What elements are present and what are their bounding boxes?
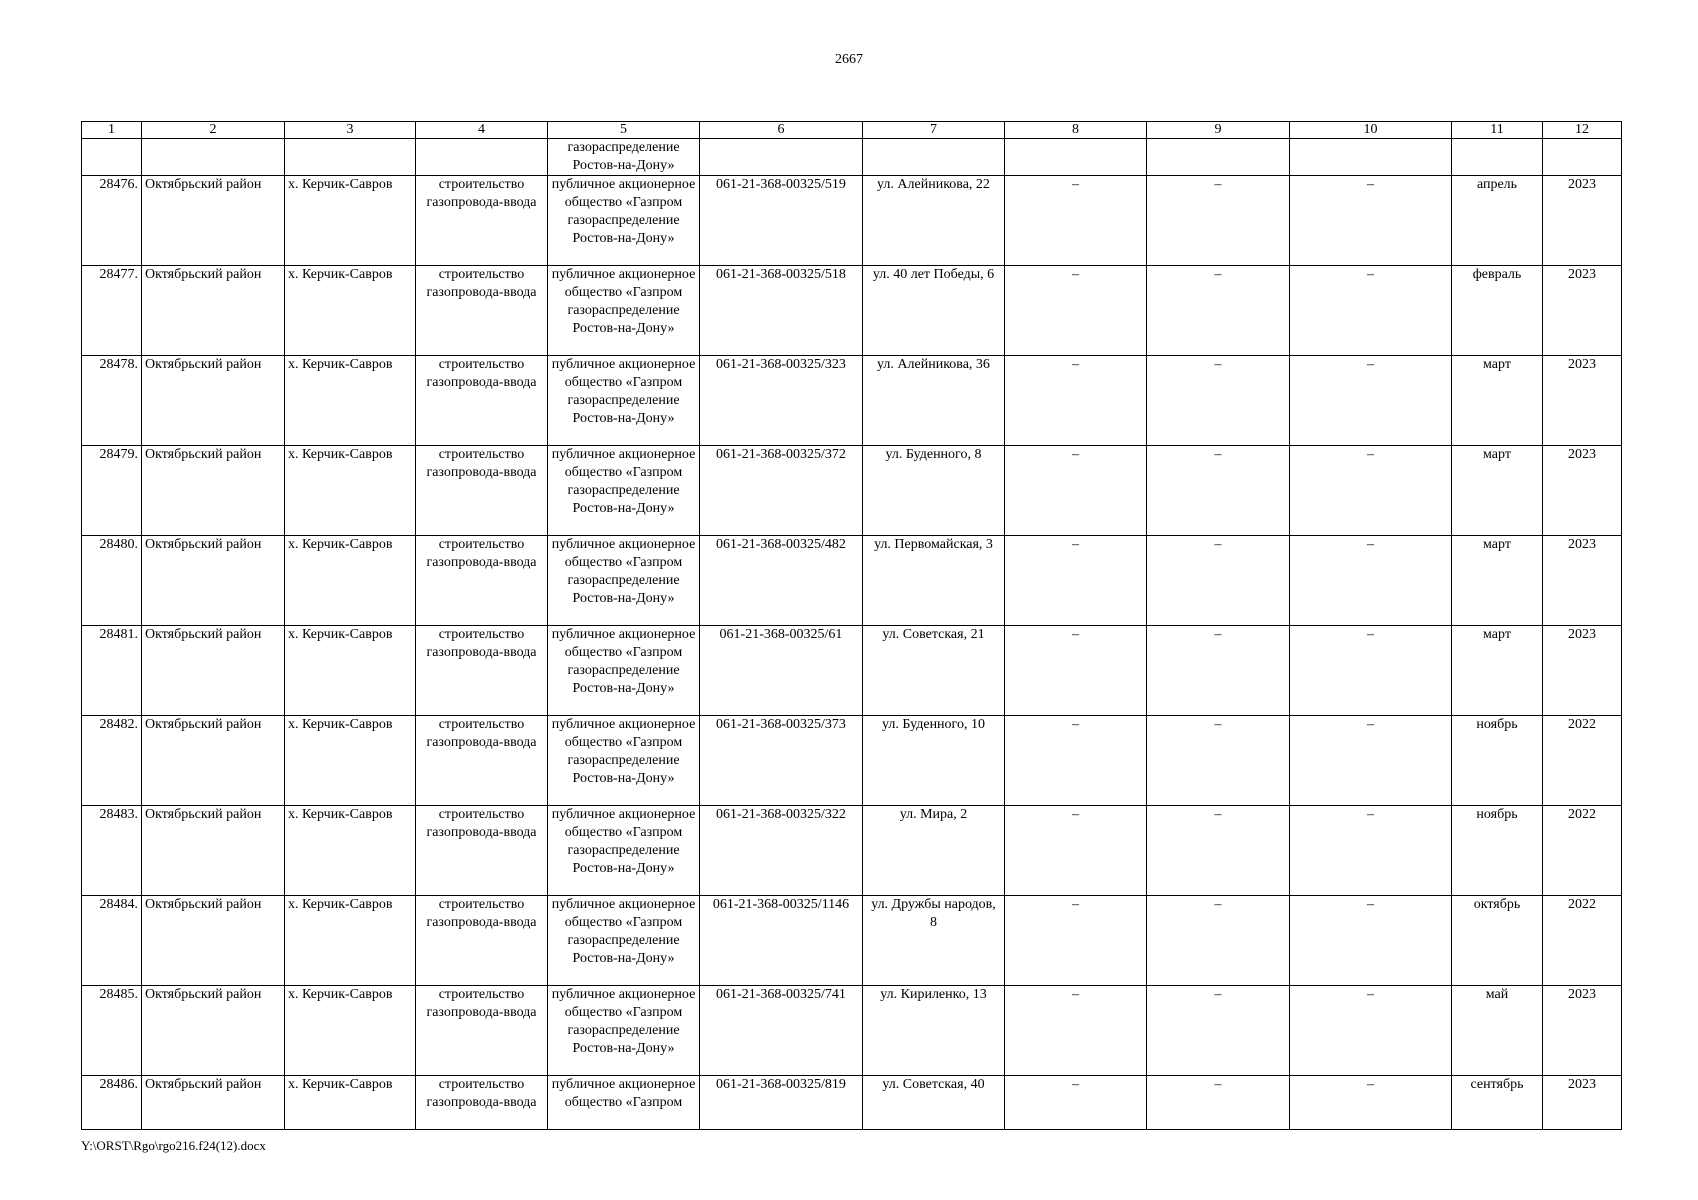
year-cell: 2023 xyxy=(1543,446,1622,536)
table-cell xyxy=(1452,139,1543,176)
table-row xyxy=(82,986,1622,1076)
registry-code-cell: 061-21-368-00325/741 xyxy=(700,986,863,1076)
dash-cell: – xyxy=(1005,896,1147,986)
dash-cell: – xyxy=(1147,986,1290,1076)
column-header: 11 xyxy=(1452,122,1543,139)
year-cell: 2023 xyxy=(1543,356,1622,446)
settlement-cell: х. Керчик-Савров xyxy=(285,986,416,1076)
registry-code-cell: 061-21-368-00325/519 xyxy=(700,176,863,266)
district-cell: Октябрьский район xyxy=(142,266,285,356)
table-row xyxy=(82,896,1622,986)
row-number-cell: 28482. xyxy=(82,716,142,806)
dash-cell: – xyxy=(1005,716,1147,806)
year-cell: 2022 xyxy=(1543,896,1622,986)
district-cell: Октябрьский район xyxy=(142,446,285,536)
table-row xyxy=(82,806,1622,896)
dash-cell: – xyxy=(1147,806,1290,896)
district-cell: Октябрьский район xyxy=(142,806,285,896)
dash-cell: – xyxy=(1005,266,1147,356)
address-cell: ул. Буденного, 8 xyxy=(863,446,1005,536)
settlement-cell: х. Керчик-Савров xyxy=(285,446,416,536)
settlement-cell: х. Керчик-Савров xyxy=(285,176,416,266)
table-row xyxy=(82,176,1622,266)
year-cell: 2023 xyxy=(1543,626,1622,716)
table-cell xyxy=(1543,139,1622,176)
registry-code-cell: 061-21-368-00325/373 xyxy=(700,716,863,806)
row-number-cell: 28481. xyxy=(82,626,142,716)
owner-cell: публичное акционерное общество «Газпром xyxy=(548,1076,700,1130)
page-number: 2667 xyxy=(835,52,863,67)
month-cell: май xyxy=(1452,986,1543,1076)
dash-cell: – xyxy=(1005,806,1147,896)
dash-cell: – xyxy=(1290,446,1452,536)
table-cell xyxy=(142,139,285,176)
dash-cell: – xyxy=(1005,536,1147,626)
work-type-cell: строительство газопровода-ввода xyxy=(416,896,548,986)
settlement-cell: х. Керчик-Савров xyxy=(285,266,416,356)
table-row xyxy=(82,536,1622,626)
month-cell: март xyxy=(1452,356,1543,446)
column-header: 6 xyxy=(700,122,863,139)
address-cell: ул. 40 лет Победы, 6 xyxy=(863,266,1005,356)
district-cell: Октябрьский район xyxy=(142,536,285,626)
row-number-cell: 28486. xyxy=(82,1076,142,1130)
column-header: 5 xyxy=(548,122,700,139)
column-header: 10 xyxy=(1290,122,1452,139)
address-cell: ул. Мира, 2 xyxy=(863,806,1005,896)
dash-cell: – xyxy=(1005,176,1147,266)
table-row xyxy=(82,266,1622,356)
table-cell xyxy=(1005,139,1147,176)
dash-cell: – xyxy=(1005,446,1147,536)
owner-cell: публичное акционерное общество «Газпром газораспределение Ростов-на-Дону» xyxy=(548,986,700,1076)
column-header: 7 xyxy=(863,122,1005,139)
column-number-header xyxy=(82,122,1622,139)
registry-code-cell: 061-21-368-00325/323 xyxy=(700,356,863,446)
table-cell: газораспределение Ростов-на-Дону» xyxy=(548,139,700,176)
row-number-cell: 28478. xyxy=(82,356,142,446)
work-type-cell: строительство газопровода-ввода xyxy=(416,1076,548,1130)
month-cell: октябрь xyxy=(1452,896,1543,986)
owner-cell: публичное акционерное общество «Газпром газораспределение Ростов-на-Дону» xyxy=(548,266,700,356)
table-cell xyxy=(863,139,1005,176)
work-type-cell: строительство газопровода-ввода xyxy=(416,266,548,356)
year-cell: 2023 xyxy=(1543,1076,1622,1130)
month-cell: сентябрь xyxy=(1452,1076,1543,1130)
row-number-cell: 28479. xyxy=(82,446,142,536)
work-type-cell: строительство газопровода-ввода xyxy=(416,176,548,266)
dash-cell: – xyxy=(1005,1076,1147,1130)
work-type-cell: строительство газопровода-ввода xyxy=(416,716,548,806)
month-cell: ноябрь xyxy=(1452,716,1543,806)
table-row xyxy=(82,716,1622,806)
month-cell: апрель xyxy=(1452,176,1543,266)
column-header: 4 xyxy=(416,122,548,139)
work-type-cell: строительство газопровода-ввода xyxy=(416,536,548,626)
column-header: 3 xyxy=(285,122,416,139)
registry-code-cell: 061-21-368-00325/1146 xyxy=(700,896,863,986)
month-cell: ноябрь xyxy=(1452,806,1543,896)
year-cell: 2022 xyxy=(1543,806,1622,896)
month-cell: март xyxy=(1452,536,1543,626)
owner-cell: публичное акционерное общество «Газпром газораспределение Ростов-на-Дону» xyxy=(548,896,700,986)
table-row xyxy=(82,446,1622,536)
year-cell: 2023 xyxy=(1543,266,1622,356)
table-cell xyxy=(1147,139,1290,176)
row-number-cell: 28483. xyxy=(82,806,142,896)
column-header: 2 xyxy=(142,122,285,139)
work-type-cell: строительство газопровода-ввода xyxy=(416,986,548,1076)
dash-cell: – xyxy=(1290,176,1452,266)
address-cell: ул. Первомайская, 3 xyxy=(863,536,1005,626)
work-type-cell: строительство газопровода-ввода xyxy=(416,446,548,536)
row-number-cell: 28485. xyxy=(82,986,142,1076)
dash-cell: – xyxy=(1147,626,1290,716)
registry-code-cell: 061-21-368-00325/482 xyxy=(700,536,863,626)
table-row xyxy=(82,1076,1622,1130)
dash-cell: – xyxy=(1147,1076,1290,1130)
table-cell xyxy=(416,139,548,176)
registry-code-cell: 061-21-368-00325/322 xyxy=(700,806,863,896)
district-cell: Октябрьский район xyxy=(142,626,285,716)
address-cell: ул. Кириленко, 13 xyxy=(863,986,1005,1076)
district-cell: Октябрьский район xyxy=(142,896,285,986)
year-cell: 2023 xyxy=(1543,986,1622,1076)
settlement-cell: х. Керчик-Савров xyxy=(285,716,416,806)
work-type-cell: строительство газопровода-ввода xyxy=(416,626,548,716)
dash-cell: – xyxy=(1147,446,1290,536)
footer-file-path: Y:\ORST\Rgo\rgo216.f24(12).docx xyxy=(81,1138,266,1153)
column-header: 9 xyxy=(1147,122,1290,139)
continuation-row xyxy=(82,139,1622,176)
column-header: 8 xyxy=(1005,122,1147,139)
settlement-cell: х. Керчик-Савров xyxy=(285,1076,416,1130)
work-type-cell: строительство газопровода-ввода xyxy=(416,806,548,896)
dash-cell: – xyxy=(1147,536,1290,626)
registry-code-cell: 061-21-368-00325/819 xyxy=(700,1076,863,1130)
district-cell: Октябрьский район xyxy=(142,176,285,266)
table-cell xyxy=(1290,139,1452,176)
column-header: 12 xyxy=(1543,122,1622,139)
owner-cell: публичное акционерное общество «Газпром газораспределение Ростов-на-Дону» xyxy=(548,626,700,716)
settlement-cell: х. Керчик-Савров xyxy=(285,626,416,716)
year-cell: 2023 xyxy=(1543,536,1622,626)
row-number-cell: 28476. xyxy=(82,176,142,266)
dash-cell: – xyxy=(1290,356,1452,446)
table-cell xyxy=(700,139,863,176)
owner-cell: публичное акционерное общество «Газпром газораспределение Ростов-на-Дону» xyxy=(548,446,700,536)
district-cell: Октябрьский район xyxy=(142,356,285,446)
registry-code-cell: 061-21-368-00325/518 xyxy=(700,266,863,356)
registry-code-cell: 061-21-368-00325/372 xyxy=(700,446,863,536)
address-cell: ул. Буденного, 10 xyxy=(863,716,1005,806)
address-cell: ул. Советская, 21 xyxy=(863,626,1005,716)
dash-cell: – xyxy=(1290,986,1452,1076)
settlement-cell: х. Керчик-Савров xyxy=(285,356,416,446)
table-row xyxy=(82,356,1622,446)
dash-cell: – xyxy=(1290,626,1452,716)
dash-cell: – xyxy=(1290,1076,1452,1130)
row-number-cell: 28477. xyxy=(82,266,142,356)
dash-cell: – xyxy=(1147,266,1290,356)
dash-cell: – xyxy=(1005,356,1147,446)
dash-cell: – xyxy=(1290,266,1452,356)
owner-cell: публичное акционерное общество «Газпром газораспределение Ростов-на-Дону» xyxy=(548,176,700,266)
settlement-cell: х. Керчик-Савров xyxy=(285,896,416,986)
owner-cell: публичное акционерное общество «Газпром газораспределение Ростов-на-Дону» xyxy=(548,716,700,806)
address-cell: ул. Советская, 40 xyxy=(863,1076,1005,1130)
dash-cell: – xyxy=(1147,716,1290,806)
address-cell: ул. Дружбы народов, 8 xyxy=(863,896,1005,986)
owner-cell: публичное акционерное общество «Газпром газораспределение Ростов-на-Дону» xyxy=(548,806,700,896)
district-cell: Октябрьский район xyxy=(142,716,285,806)
address-cell: ул. Алейникова, 22 xyxy=(863,176,1005,266)
year-cell: 2023 xyxy=(1543,176,1622,266)
owner-cell: публичное акционерное общество «Газпром газораспределение Ростов-на-Дону» xyxy=(548,536,700,626)
row-number-cell: 28484. xyxy=(82,896,142,986)
month-cell: март xyxy=(1452,446,1543,536)
row-number-cell: 28480. xyxy=(82,536,142,626)
dash-cell: – xyxy=(1290,716,1452,806)
owner-cell: публичное акционерное общество «Газпром газораспределение Ростов-на-Дону» xyxy=(548,356,700,446)
dash-cell: – xyxy=(1005,986,1147,1076)
dash-cell: – xyxy=(1147,176,1290,266)
table-cell xyxy=(285,139,416,176)
registry-table xyxy=(81,121,1622,1130)
dash-cell: – xyxy=(1290,896,1452,986)
month-cell: март xyxy=(1452,626,1543,716)
year-cell: 2022 xyxy=(1543,716,1622,806)
dash-cell: – xyxy=(1147,896,1290,986)
address-cell: ул. Алейникова, 36 xyxy=(863,356,1005,446)
settlement-cell: х. Керчик-Савров xyxy=(285,536,416,626)
settlement-cell: х. Керчик-Савров xyxy=(285,806,416,896)
district-cell: Октябрьский район xyxy=(142,1076,285,1130)
table-cell xyxy=(82,139,142,176)
table-row xyxy=(82,626,1622,716)
district-cell: Октябрьский район xyxy=(142,986,285,1076)
column-header: 1 xyxy=(82,122,142,139)
work-type-cell: строительство газопровода-ввода xyxy=(416,356,548,446)
dash-cell: – xyxy=(1147,356,1290,446)
month-cell: февраль xyxy=(1452,266,1543,356)
dash-cell: – xyxy=(1290,536,1452,626)
dash-cell: – xyxy=(1005,626,1147,716)
dash-cell: – xyxy=(1290,806,1452,896)
registry-code-cell: 061-21-368-00325/61 xyxy=(700,626,863,716)
